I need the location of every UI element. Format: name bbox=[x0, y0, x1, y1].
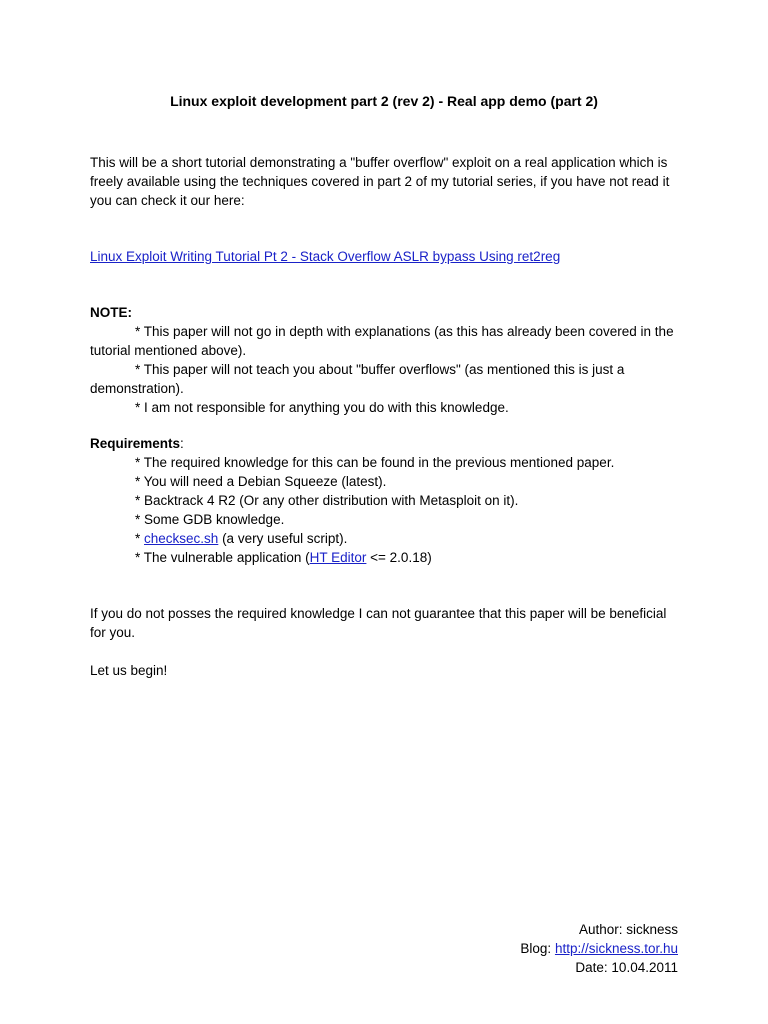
ht-editor-link[interactable]: HT Editor bbox=[309, 550, 367, 565]
vulnerable-app-suffix: <= 2.0.18) bbox=[366, 550, 432, 565]
vulnerable-app-prefix: * The vulnerable application ( bbox=[135, 550, 310, 565]
requirements-section bbox=[90, 434, 678, 567]
blog-prefix: Blog: bbox=[520, 941, 555, 956]
requirement-item: * The required knowledge for this can be found in the previous mentioned paper. bbox=[135, 455, 615, 470]
note-item: * I am not responsible for anything you do with this knowledge. bbox=[135, 400, 509, 415]
note-section bbox=[90, 303, 678, 417]
requirement-item-checksec bbox=[90, 529, 678, 548]
document-footer bbox=[520, 920, 678, 977]
tutorial-link[interactable]: Linux Exploit Writing Tutorial Pt 2 - Stack Overflow ASLR bypass Using ret2reg bbox=[90, 249, 561, 264]
note-item: * This paper will not teach you about "buffer overflows" (as mentioned this is just a demonstration). bbox=[90, 362, 625, 396]
note-item: * This paper will not go in depth with explanations (as this has already been covered in the tutorial mentioned above). bbox=[90, 324, 674, 358]
requirements-heading-line bbox=[90, 434, 678, 453]
begin-line: Let us begin! bbox=[90, 663, 168, 678]
requirement-item-vulnerable-app bbox=[90, 548, 678, 567]
document-title: Linux exploit development part 2 (rev 2) - Real app demo (part 2) bbox=[170, 93, 598, 109]
requirement-item: * Backtrack 4 R2 (Or any other distribution with Metasploit on it). bbox=[135, 493, 519, 508]
requirements-heading: Requirements bbox=[90, 436, 181, 451]
note-heading: NOTE: bbox=[90, 305, 132, 320]
requirement-item: * You will need a Debian Squeeze (latest). bbox=[135, 474, 387, 489]
blog-line bbox=[520, 939, 678, 958]
checksec-link[interactable]: checksec.sh bbox=[144, 531, 219, 546]
date-line: Date: 10.04.2011 bbox=[575, 960, 678, 975]
requirement-item: * Some GDB knowledge. bbox=[135, 512, 285, 527]
intro-paragraph: This will be a short tutorial demonstrating a "buffer overflow" exploit on a real application which is freely available using the techniques covered in part 2 of my tutorial series, if you have not read it you can check it our here: bbox=[90, 155, 670, 208]
author-line: Author: sickness bbox=[578, 922, 678, 937]
closing-paragraph: If you do not posses the required knowledge I can not guarantee that this paper will be beneficial for you. bbox=[90, 606, 667, 640]
main-link-container bbox=[90, 247, 560, 266]
blog-link[interactable]: http://sickness.tor.hu bbox=[554, 941, 678, 956]
checksec-suffix: (a very useful script). bbox=[218, 531, 348, 546]
requirements-heading-colon: : bbox=[180, 436, 184, 451]
checksec-prefix: * bbox=[135, 531, 145, 546]
